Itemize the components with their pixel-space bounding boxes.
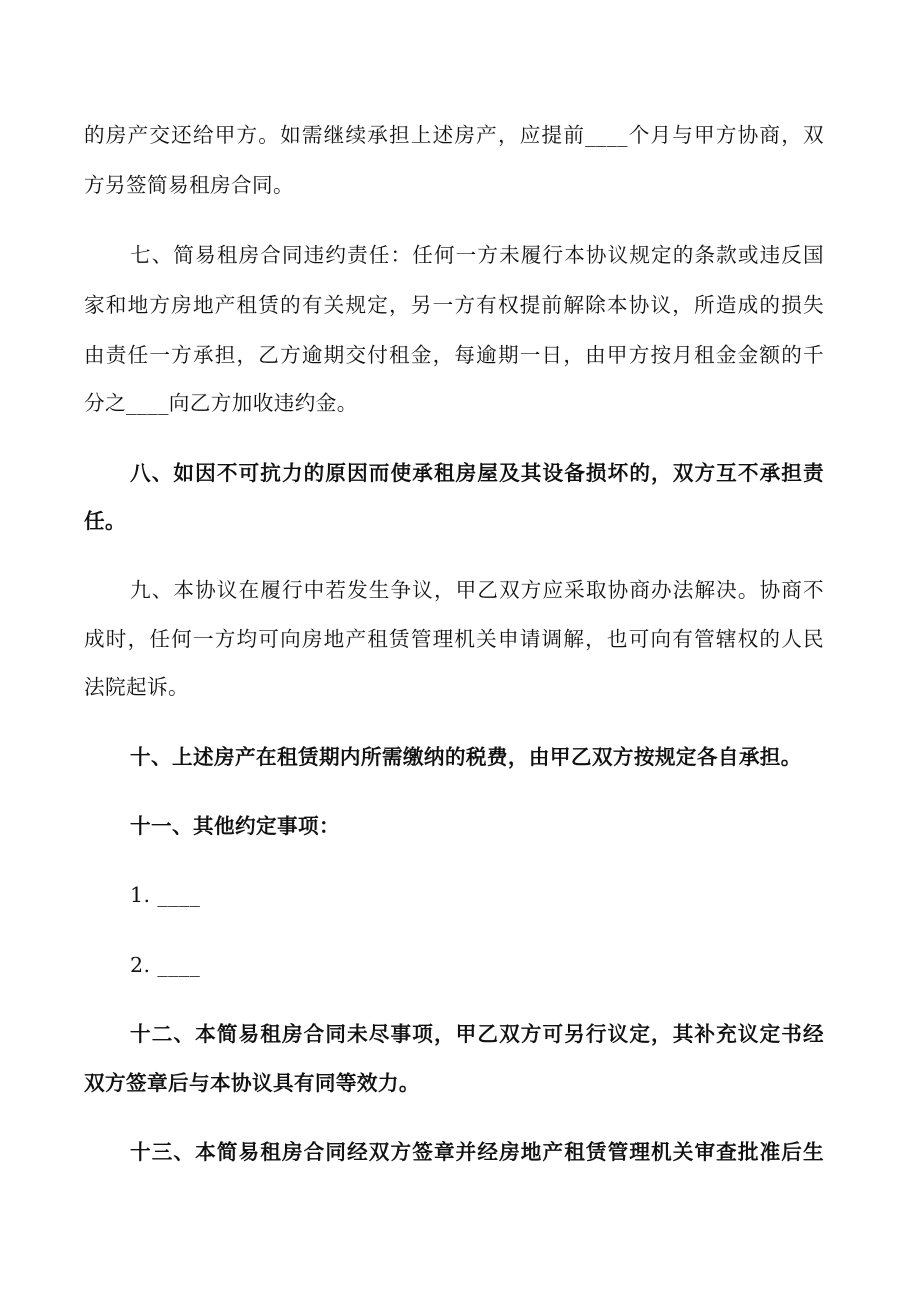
text-line: 家和地方房地产租赁的有关规定，另一方有权提前解除本协议，所造成的损失 <box>84 293 824 317</box>
text-line: 成时，任何一方均可向房地产租赁管理机关申请调解，也可向有管辖权的人民 <box>84 627 824 651</box>
clause-12-heading-line: 十二、本简易租房合同未尽事项，甲乙双方可另行议定，其补充议定书经 <box>130 1022 824 1046</box>
clause-13-heading-line: 十三、本简易租房合同经双方签章并经房地产租赁管理机关审查批准后生 <box>130 1140 824 1164</box>
text-line: 分之____向乙方加收违约金。 <box>84 391 358 415</box>
clause-7-heading-line: 七、简易租房合同违约责任：任何一方未履行本协议规定的条款或违反国 <box>130 243 824 267</box>
clause-10-line: 十、上述房产在租赁期内所需缴纳的税费，由甲乙双方按规定各自承担。 <box>130 745 802 769</box>
clause-11-heading: 十一、其他约定事项： <box>130 814 340 838</box>
text-line: 任。 <box>84 509 126 533</box>
text-line: 由责任一方承担，乙方逾期交付租金，每逾期一日，由甲方按月租金金额的千 <box>84 343 824 367</box>
text-line: 双方签章后与本协议具有同等效力。 <box>84 1071 420 1095</box>
clause-9-heading-line: 九、本协议在履行中若发生争议，甲乙双方应采取协商办法解决。协商不 <box>130 578 824 602</box>
clause-8-heading-line: 八、如因不可抗力的原因而使承租房屋及其设备损坏的，双方互不承担责 <box>130 461 824 485</box>
text-line: 法院起诉。 <box>84 675 189 699</box>
text-line: 方另签简易租房合同。 <box>84 173 294 197</box>
list-item: 1. ____ <box>130 883 201 907</box>
list-item: 2. ____ <box>130 953 201 977</box>
text-line: 的房产交还给甲方。如需继续承担上述房产，应提前____个月与甲方协商，双 <box>84 123 824 147</box>
